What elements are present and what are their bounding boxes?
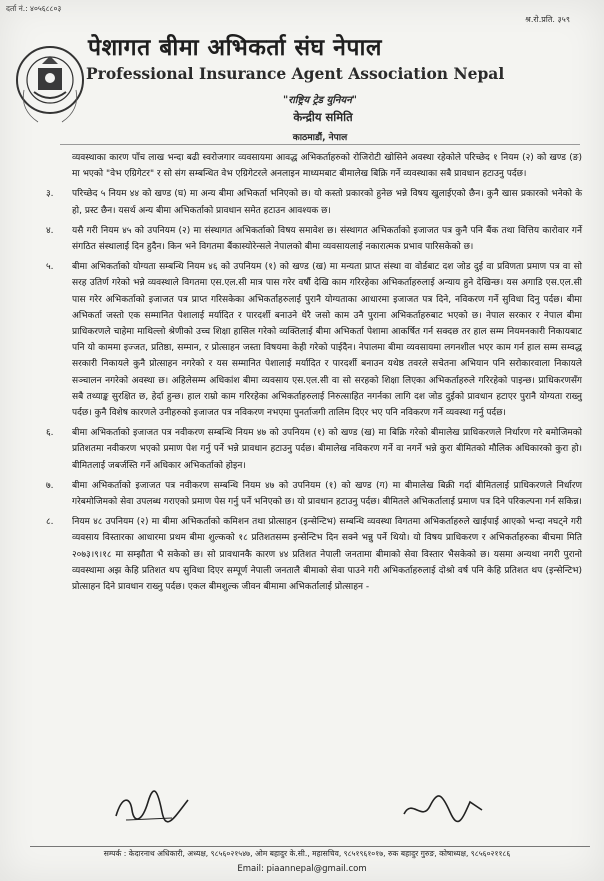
registration-number: दर्ता नं.: ४०५६८८०३ (6, 4, 62, 13)
signature-president-icon (112, 788, 192, 828)
paragraph-text: नियम ४८ उपनियम (२) मा बीमा अभिकर्ताको कमिशन तथा प्रोत्साहन (इन्सेन्टिभ) सम्बन्धि व्यवस्था विगतमा अभिकर्ताहरुले खाईपाई आएको भन्दा नघट्ने गरी व्यवसाय विस्तारका आधारमा प्रथम बीमा शुल्कको १८ प्रतिशतसम्म इन्सेन्टिभ दिन सक्ने भन्नु पर्ने थियो। यो विषय प्राधिकरण र अभिकर्ताहरुका बीचमा मिति २०७३।९।१८ मा सम्झौता भै सकेको छ। सो प्रावधानकै कारण ४४ प्रतिशत नेपाली जनतामा बीमाको सेवा विस्तार भैसकेको छ। यसमा अन्यथा नगरी पुरानो व्यवस्थामा अझ केहि प्रतिशत थप सुविधा दिएर सम्पूर्ण नेपाली जनतालै बीमाको सेवा पाउने गरी अभिकर्ताहरुलाई दोश्रो वर्ष पनि केहि प्रतिशत थप (इन्सेन्टिभ) प्रोत्साहन दिने प्रावधान राख्नु पर्दछ। एकल बीमशुल्क जीवन बीमामा अभिकर्तालाई प्रोत्साहन - (72, 517, 583, 593)
paragraph-text: बीमा अभिकर्ताको इजाजत पत्र नवीकरण सम्बन्धि नियम ४७ को उपनियम (१) को खण्ड (ग) मा बीमालेख बिक्री गर्दा बीमितलाई प्राधिकरणले निर्धारण गरेबमोजिमको सेवा उपलब्ध गराएको प्रमाण पेस गर्नु पर्ने भनिएको छ। यो प्रावधान हटाउनु पर्दछ। बीमितले अभिकर्तालाई प्रमाण पत्र दिने परिकल्पना गर्न सकिन्न। (72, 480, 582, 508)
paragraph-number: ५. (46, 262, 54, 273)
footer-divider (30, 846, 590, 847)
paragraph-number: ६. (46, 428, 54, 439)
org-name-english: Professional Insurance Agent Association Nepal (86, 64, 505, 83)
footer-contact: सम्पर्क : केदारनाथ अधिकारी, अध्यक्ष, ९८५६०२१५४७, ओम बहादुर के.सी., महासचिव, ९८५१९६१०१७, रुक बहादुर गुरुङ, कोषाध्यक्ष, ९८५६०२११८६ (103, 849, 511, 858)
paragraph (46, 150, 582, 182)
paragraph-text: परिच्छेद ५ नियम ४४ को खण्ड (घ) मा अन्य बीमा अभिकर्ता भनिएको छ। यो कस्तो प्रकारको हुनेछ भन्ने विषय खुलाईएको छैन। कुनै खास प्रकारको भनेको के हो, प्रस्ट छैन। यसर्थ अन्य बीमा अभिकर्ताको प्रावधान समेत हटाउन आवश्यक छ। (72, 189, 582, 216)
stamp-line-3: काठमाडौं, नेपाल (292, 133, 348, 143)
paragraph (46, 478, 582, 510)
paragraph-number: ७. (46, 480, 54, 491)
footer-email: Email: piaannepal@gmail.com (237, 864, 367, 874)
paragraph (46, 186, 582, 218)
header-divider (60, 144, 580, 145)
paragraph-number: ८. (46, 517, 54, 528)
signature-secretary-icon (398, 788, 488, 828)
letter-body (46, 150, 582, 599)
stamp-line-2: केन्द्रीय समिति (293, 110, 353, 124)
page-reference: श्र.रो.प्रति. ३५९ (525, 15, 570, 24)
paragraph (46, 223, 582, 255)
paragraph-text: यसै गरी नियम ४५ को उपनियम (२) मा संस्थागत अभिकर्ताको विषय समावेश छ। संस्थागत अभिकर्ताको इजाजत पत्र कुनै पनि बैंक तथा वित्तिय कारोवार गर्ने संगठित संस्थालाई दिन हुदैन। किन भने विगतमा बैंकास्योरेन्सले नेपालको बीमा व्यवसायलाई नकारात्मक प्रभाव पारिसकेको छ। (72, 225, 582, 253)
stamp-line-1: "राष्ट्रिय ट्रेड युनियन" (283, 95, 357, 106)
paragraph-text: व्यवस्थाका कारण पाँच लाख भन्दा बढी स्वरोजगार व्यवसायमा आवद्ध अभिकर्ताहरुको रोजिरोटी खोसिने अवस्था रहेकोले परिच्छेद १ नियम (२) को खण्ड (ङ) मा भएको "वेभ एग्रिगेटर" र सो संग सम्बन्धित वेभ एग्रिगेटरले अनलाइन माध्यमबाट बीमालेख बिक्रि गर्ने व्यवस्थाका सबै प्रावधान हटाउनु पर्दछ। (72, 153, 582, 180)
paragraph-number: ३. (46, 189, 54, 200)
association-logo-icon (14, 30, 92, 140)
paragraph-text: बीमा अभिकर्ताको योग्यता सम्बन्धि नियम ४६ को उपनियम (१) को खण्ड (ख) मा मन्यता प्राप्त संस्था वा वोर्डबाट दश जोड दुई वा प्रविणता प्रमाण पत्र वा सो सरह उतिर्ण गरेको भन्ने व्यवस्थाले विगतमा एस.एल.सी मात्र पास गरेर वर्षौ देखि काम गरिरहेका अभिकर्ताहरुलाई अन्याय हुने देखिन्छ। यस अगाडि एस.एल.सी पास गरेर अभिकर्ताको इजाजत पत्र प्राप्त गरिसकेका अभिकर्ताहरुलाई पुरानै योग्यताका आधारमा इजाजत पत्र दिने, नविकरण गर्ने सुविधा दिनु पर्दछ। बीमा अभिकर्ता जस्तो एक सम्मानित पेशालाई मर्यादित र पारदर्शी बनाउने धेरै जसो काम उनै पुराना अभिकर्ताहरुबाट भएको छ। नेपाल सरकार र नेपाल बीमा प्राधिकरणले चाहेमा माथिल्लो श्रेणीको उच्च शिक्षा हासिल गरेको व्यक्तिलाई बीमा अभिकर्ता पेशामा आकर्षित गर्न सक्दछ तर हाल सम्म नियमनकारी निकायबाट पनि यो काममा इज्जत, प्रतिष्ठा, सम्मान, र प्रोत्साहन जस्ता विषयमा केही गरेको पाईदैन। नेपालमा बीमा व्यवसायमा लगनशील भएर काम गर्न हाल सम्म सम्वद्ध सरकारी निकायले कुनै प्रोत्साहन नगरेको र यस सम्मानित पेशालाई मर्यादित र पारदर्शी बनाउन यथेष्ठ तवरले सचेतना अभियान पनि सरोकारवाला निकायले सञ्चालन नगरेको अवस्था छ। अहिलेसम्म अधिकांश बीमा व्यवसाय एस.एल.सी वा सो सरहको शिक्षा लिएका अभिकर्ताहरुले गरिरहेको पाइन्छ। प्राधिकरणसँग सबै तथ्याङ्क सुरक्षित छ, हेर्दा हुन्छ। हाल राम्रो काम गरिरहेका अभिकर्ताहरुलाई निरुत्साहित नगर्नका लागि दश जोड दुईको प्रावधान हटाएर पुरानै योग्यता राख्नु पर्दछ। कुनै विशेष कारणले उनीहरुको इजाजत पत्र नविकरण नभएमा पुनर्ताजगी तालिम दिएर भए पनि नविकरण गर्ने व्यवस्था गर्नु पर्दछ। (72, 262, 582, 419)
paragraph (46, 514, 582, 595)
org-name-nepali: पेशागत बीमा अभिकर्ता संघ नेपाल (88, 35, 383, 61)
paragraph-number: ४. (46, 225, 54, 236)
paragraph (46, 259, 582, 421)
paragraph-text: बीमा अभिकर्ताको इजाजत पत्र नवीकरण सम्बन्धि नियम ४७ को उपनियम (१) को खण्ड (ख) मा बिक्रि गरेको बीमालेख प्राधिकरणले निर्धारण गरे बमोजिमको प्रतिशतमा नवीकरण भएको प्रमाण पेश गर्नु पर्ने भन्ने प्रावधान हटाउनु पर्दछ। बीमालेख नविकरण गर्ने वा नगर्ने भन्ने कुरा बीमितको मौलिक अधिकारको कुरा हो। बीमितलाई जबर्जस्ति गर्ने अधिकार अभिकर्ताको होइन। (72, 428, 582, 471)
paragraph (46, 425, 582, 474)
